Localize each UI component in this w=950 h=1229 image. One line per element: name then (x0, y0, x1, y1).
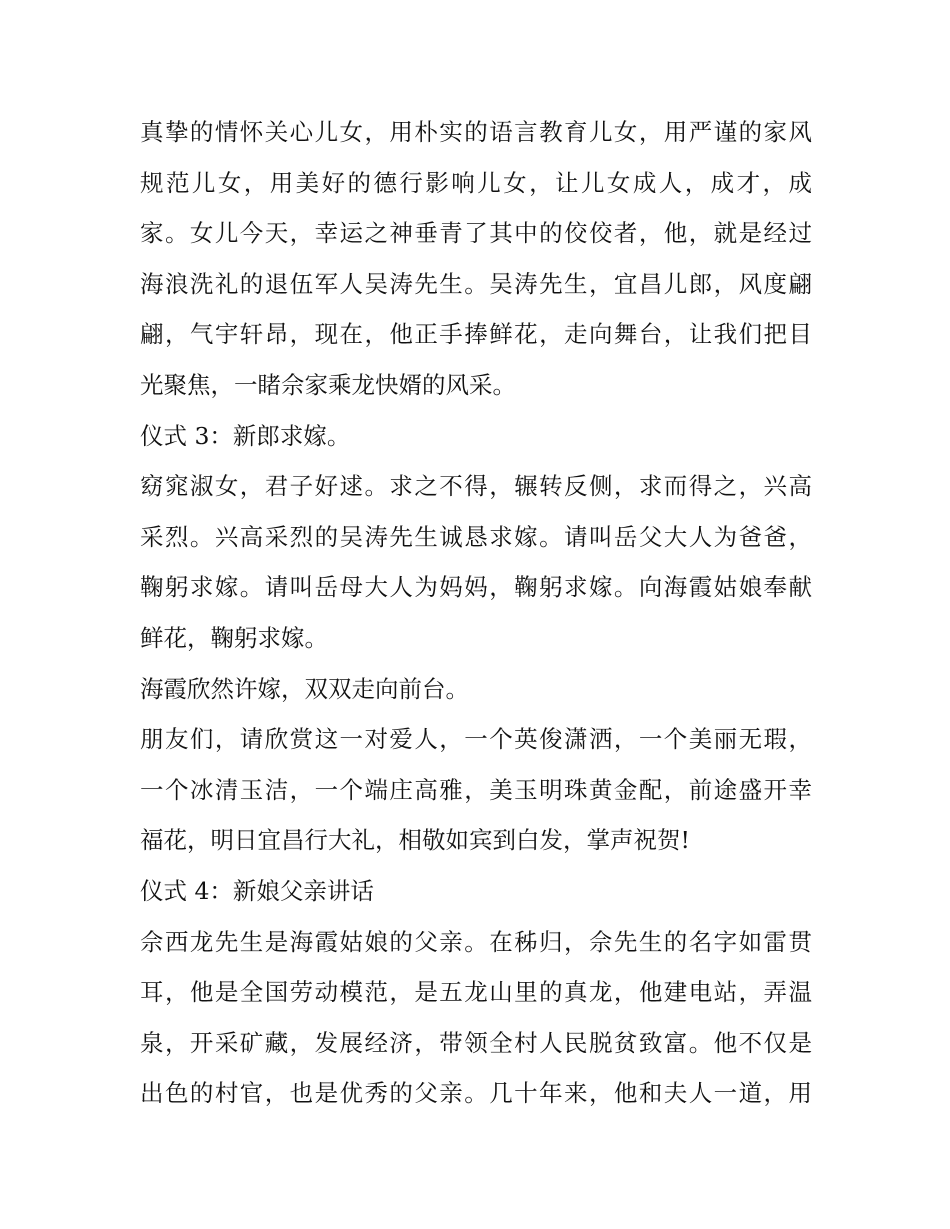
text-line: 出色的村官，也是优秀的父亲。几十年来，他和夫人一道，用 (140, 1079, 812, 1108)
text-line: 家。女儿今天，幸运之神垂青了其中的佼佼者，他，就是经过 (140, 219, 812, 248)
text-line: 翩，气宇轩昂，现在，他正手捧鲜花，走向舞台，让我们把目 (140, 320, 812, 349)
text-line: 海霞欣然许嫁，双双走向前台。 (140, 674, 469, 703)
text-line: 海浪洗礼的退伍军人吴涛先生。吴涛先生，宜昌儿郎，风度翩 (140, 269, 812, 298)
text-line: 鞠躬求嫁。请叫岳母大人为妈妈，鞠躬求嫁。向海霞姑娘奉献 (140, 573, 812, 602)
text-line: 朋友们，请欣赏这一对爱人，一个英俊潇洒，一个美丽无瑕， (140, 725, 812, 754)
text-line: 光聚焦，一睹佘家乘龙快婿的风采。 (140, 370, 516, 399)
text-line: 耳，他是全国劳动模范，是五龙山里的真龙，他建电站，弄温 (140, 978, 812, 1007)
text-line: 仪式 3：新郎求嫁。 (140, 421, 351, 450)
text-line: 泉，开采矿藏，发展经济，带领全村人民脱贫致富。他不仅是 (140, 1028, 812, 1057)
document-body (140, 107, 812, 1119)
text-line: 福花，明日宜昌行大礼，相敬如宾到白发，掌声祝贺! (140, 826, 690, 855)
text-line: 佘西龙先生是海霞姑娘的父亲。在秭归，佘先生的名字如雷贯 (140, 927, 812, 956)
text-line: 鲜花，鞠躬求嫁。 (140, 623, 328, 652)
text-line: 规范儿女，用美好的德行影响儿女，让儿女成人，成才，成 (140, 168, 812, 197)
text-line: 采烈。兴高采烈的吴涛先生诚恳求嫁。请叫岳父大人为爸爸， (140, 522, 812, 551)
text-line: 窈窕淑女，君子好逑。求之不得，辗转反侧，求而得之，兴高 (140, 472, 812, 501)
text-line: 仪式 4：新娘父亲讲话 (140, 876, 374, 905)
text-line: 真挚的情怀关心儿女，用朴实的语言教育儿女，用严谨的家风 (140, 118, 812, 146)
text-line: 一个冰清玉洁，一个端庄高雅，美玉明珠黄金配，前途盛开幸 (140, 775, 812, 804)
